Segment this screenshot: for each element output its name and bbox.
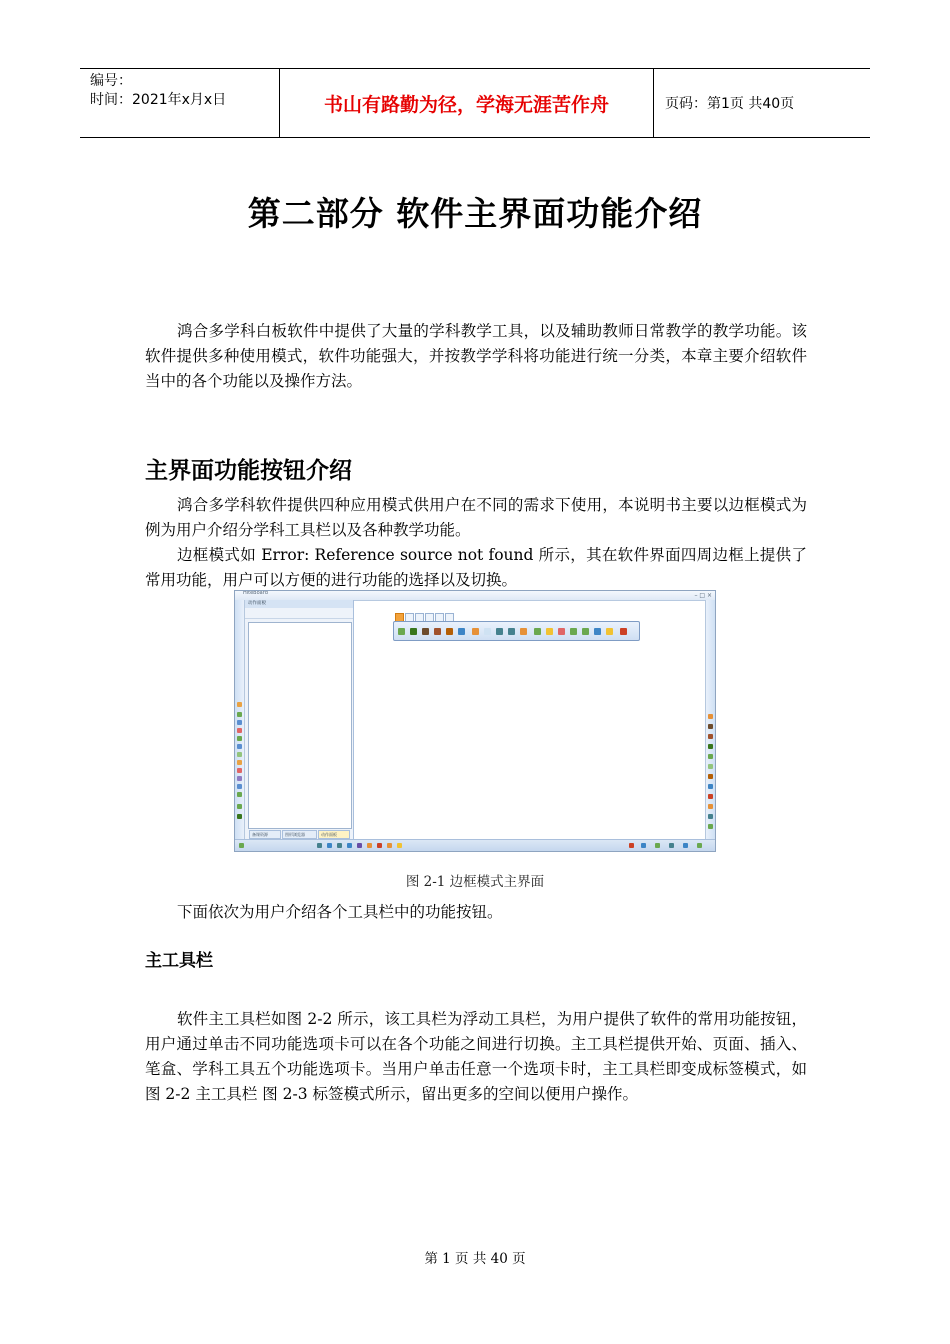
header-page-info: 页码：第1页 共40页 — [665, 96, 795, 112]
left-frame-toolbar — [235, 600, 245, 841]
tool-icon — [708, 784, 713, 789]
tool-icon — [708, 814, 713, 819]
header-meta-cell — [80, 69, 280, 137]
tool-icon — [708, 824, 713, 829]
tool-icon — [458, 628, 465, 635]
tool-icon — [446, 628, 453, 635]
tool-icon — [708, 774, 713, 779]
tool-icon — [237, 760, 242, 765]
tool-icon — [708, 794, 713, 799]
section-paragraph-3: 下面依次为用户介绍各个工具栏中的功能按钮。 — [177, 903, 503, 921]
tool-icon — [237, 784, 242, 789]
header-motto: 书山有路勤为径，学海无涯苦作舟 — [280, 69, 654, 137]
tool-icon — [237, 804, 242, 809]
subsection-paragraph: 软件主工具栏如图 2-2 所示，该工具栏为浮动工具栏，为用户提供了软件的常用功能按钮，用户通过单击不同功能选项卡可以在各个功能之间进行切换。主工具栏提供开始、页面、插入、笔盒、学科工具五个功能选项卡。当用户单击任意一个选项卡时，主工具栏即变成标签模式，如图 2-2 主工具栏 图 2-3 标签模式所示，留出更多的空间以便用户操作。 — [145, 1010, 807, 1103]
tool-icon — [347, 843, 352, 848]
tool-icon — [357, 843, 362, 848]
section-paragraph-1: 鸿合多学科软件提供四种应用模式供用户在不同的需求下使用，本说明书主要以边框模式为例为用户介绍分学科工具栏以及各种教学功能。 — [145, 496, 807, 539]
tool-icon — [410, 628, 417, 635]
tool-icon — [237, 736, 242, 741]
tool-icon — [606, 628, 613, 635]
tool-icon — [237, 768, 242, 773]
tool-icon — [534, 628, 541, 635]
tool-icon — [337, 843, 342, 848]
tool-icon — [237, 744, 242, 749]
tool-icon — [708, 714, 713, 719]
tool-icon — [558, 628, 565, 635]
tool-icon — [708, 734, 713, 739]
tool-icon — [520, 628, 527, 635]
figure-screenshot — [234, 590, 716, 852]
tool-icon — [239, 843, 244, 848]
page-header — [80, 68, 870, 138]
tool-icon — [708, 764, 713, 769]
tool-icon — [641, 843, 646, 848]
bottom-frame-toolbar — [235, 839, 715, 851]
tool-icon — [570, 628, 577, 635]
panel-list — [248, 622, 352, 829]
tool-icon — [387, 843, 392, 848]
tool-icon — [237, 792, 242, 797]
panel-title: 动作面板 — [245, 600, 353, 608]
number-label: 编号： — [90, 73, 132, 89]
tool-icon — [708, 724, 713, 729]
tool-icon — [655, 843, 660, 848]
page-footer: 第 1 页 共 40 页 — [424, 1251, 526, 1267]
window-title: HiteBoard — [243, 590, 268, 596]
window-buttons: – □ × — [694, 592, 712, 599]
tool-icon — [594, 628, 601, 635]
right-frame-toolbar — [705, 600, 715, 841]
tool-icon — [237, 728, 242, 733]
time-label: 时间：2021年x月x日 — [90, 92, 227, 108]
intro-paragraph: 鸿合多学科白板软件中提供了大量的学科教学工具，以及辅助教师日常教学的教学功能。该软件提供多种使用模式，软件功能强大，并按教学学科将功能进行统一分类，本章主要介绍软件当中的各个功能以及操作方法。 — [145, 322, 807, 390]
tool-icon — [683, 843, 688, 848]
tool-icon — [237, 702, 242, 707]
tool-icon — [367, 843, 372, 848]
tool-icon — [582, 628, 589, 635]
tool-icon — [484, 628, 491, 635]
panel-tab: 动作面板 — [318, 830, 350, 839]
main-toolbar — [393, 621, 640, 641]
subsection-heading: 主工具栏 — [145, 951, 213, 971]
panel-tab: 图形浏览器 — [282, 830, 317, 839]
figure-caption: 图 2-1 边框模式主界面 — [405, 874, 545, 890]
tool-icon — [237, 752, 242, 757]
tool-icon — [237, 720, 242, 725]
section-heading: 主界面功能按钮介绍 — [145, 458, 352, 484]
panel-tabs — [245, 830, 353, 839]
tool-icon — [620, 628, 627, 635]
action-panel — [245, 600, 354, 841]
tool-icon — [422, 628, 429, 635]
section-paragraph-2: 边框模式如 Error: Reference source not found 所示，其在软件界面四周边框上提供了常用功能，用户可以方便的进行功能的选择以及切换。 — [145, 546, 807, 589]
tool-icon — [508, 628, 515, 635]
tool-icon — [377, 843, 382, 848]
panel-tab: 备课资源 — [249, 830, 281, 839]
tool-icon — [237, 712, 242, 717]
tool-icon — [708, 744, 713, 749]
tool-icon — [237, 814, 242, 819]
tool-icon — [398, 628, 405, 635]
tool-icon — [434, 628, 441, 635]
tool-icon — [546, 628, 553, 635]
tool-icon — [697, 843, 702, 848]
tool-icon — [472, 628, 479, 635]
tool-icon — [317, 843, 322, 848]
tool-icon — [669, 843, 674, 848]
tool-icon — [629, 843, 634, 848]
tool-icon — [237, 776, 242, 781]
tool-icon — [397, 843, 402, 848]
panel-toolbar — [245, 608, 353, 619]
tool-icon — [496, 628, 503, 635]
tool-icon — [708, 804, 713, 809]
document-title: 第二部分 软件主界面功能介绍 — [247, 194, 703, 233]
tool-icon — [708, 754, 713, 759]
tool-icon — [327, 843, 332, 848]
